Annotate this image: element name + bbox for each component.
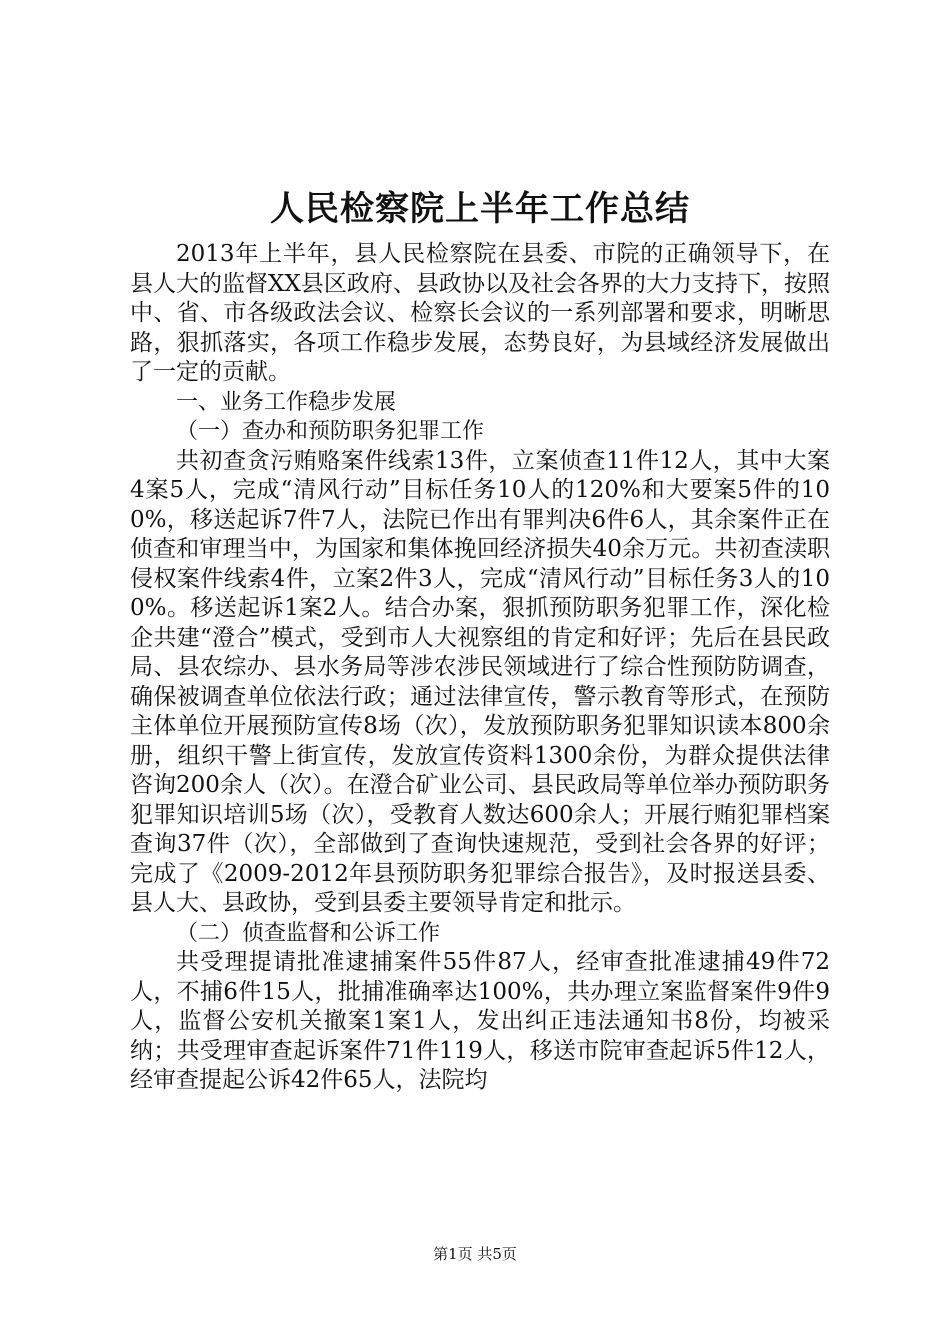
- document-title: 人民检察院上半年工作总结: [270, 189, 690, 229]
- subsection-heading-2: （二）侦查监督和公诉工作: [176, 920, 441, 946]
- subsection-2-paragraph: 共受理提请批准逮捕案件55件87人，经审查批准逮捕49件72人，不捕6件15人，批捕准确率达100%，共办理立案监督案件9件9人，监督公安机关撤案1案1人，发出纠正违法通知书8份，均被采纳；共受理审查起诉案件71件119人，移送市院审查起诉5件12人，经审查提起公诉42件65人，法院均: [130, 949, 830, 1093]
- subsection-1-paragraph: 共初查贪污贿赂案件线索13件，立案侦查11件12人，其中大案4案5人，完成“清风行动”目标任务10人的120%和大要案5件的100%，移送起诉7件7人，法院已作出有罪判决6件6人，其余案件正在侦查和审理当中，为国家和集体挽回经济损失40余万元。共初查渎职侵权案件线索4件，立案2件3人，完成“清风行动”目标任务3人的100%。移送起诉1案2人。结合办案，狠抓预防职务犯罪工作，深化检企共建“澄合”模式，受到市人大视察组的肯定和好评；先后在县民政局、县农综办、县水务局等涉农涉民领域进行了综合性预防防调查，确保被调查单位依法行政；通过法律宣传，警示教育等形式，在预防主体单位开展预防宣传8场（次），发放预防职务犯罪知识读本800余册，组织干警上街宣传，发放宣传资料1300余份，为群众提供法律咨询200余人（次）。在澄合矿业公司、县民政局等单位举办预防职务犯罪知识培训5场（次），受教育人数达600余人；开展行贿犯罪档案查询37件（次），全部做到了查询快速规范，受到社会各界的好评；完成了《2009-2012年县预防职务犯罪综合报告》，及时报送县委、县人大、县政协，受到县委主要领导肯定和批示。: [130, 447, 830, 916]
- intro-paragraph: 2013年上半年，县人民检察院在县委、市院的正确领导下，在县人大的监督XX县区政府、县政协以及社会各界的大力支持下，按照中、省、市各级政法会议、检察长会议的一系列部署和要求，明晰思路，狠抓落实，各项工作稳步发展，态势良好，为县域经济发展做出了一定的贡献。: [130, 241, 830, 385]
- page-footer: 第1页 共5页: [433, 1245, 517, 1263]
- subsection-heading-1: （一）查办和预防职务犯罪工作: [176, 419, 485, 444]
- document-body: [130, 240, 830, 1096]
- section-heading-1: 一、业务工作稳步发展: [176, 389, 397, 415]
